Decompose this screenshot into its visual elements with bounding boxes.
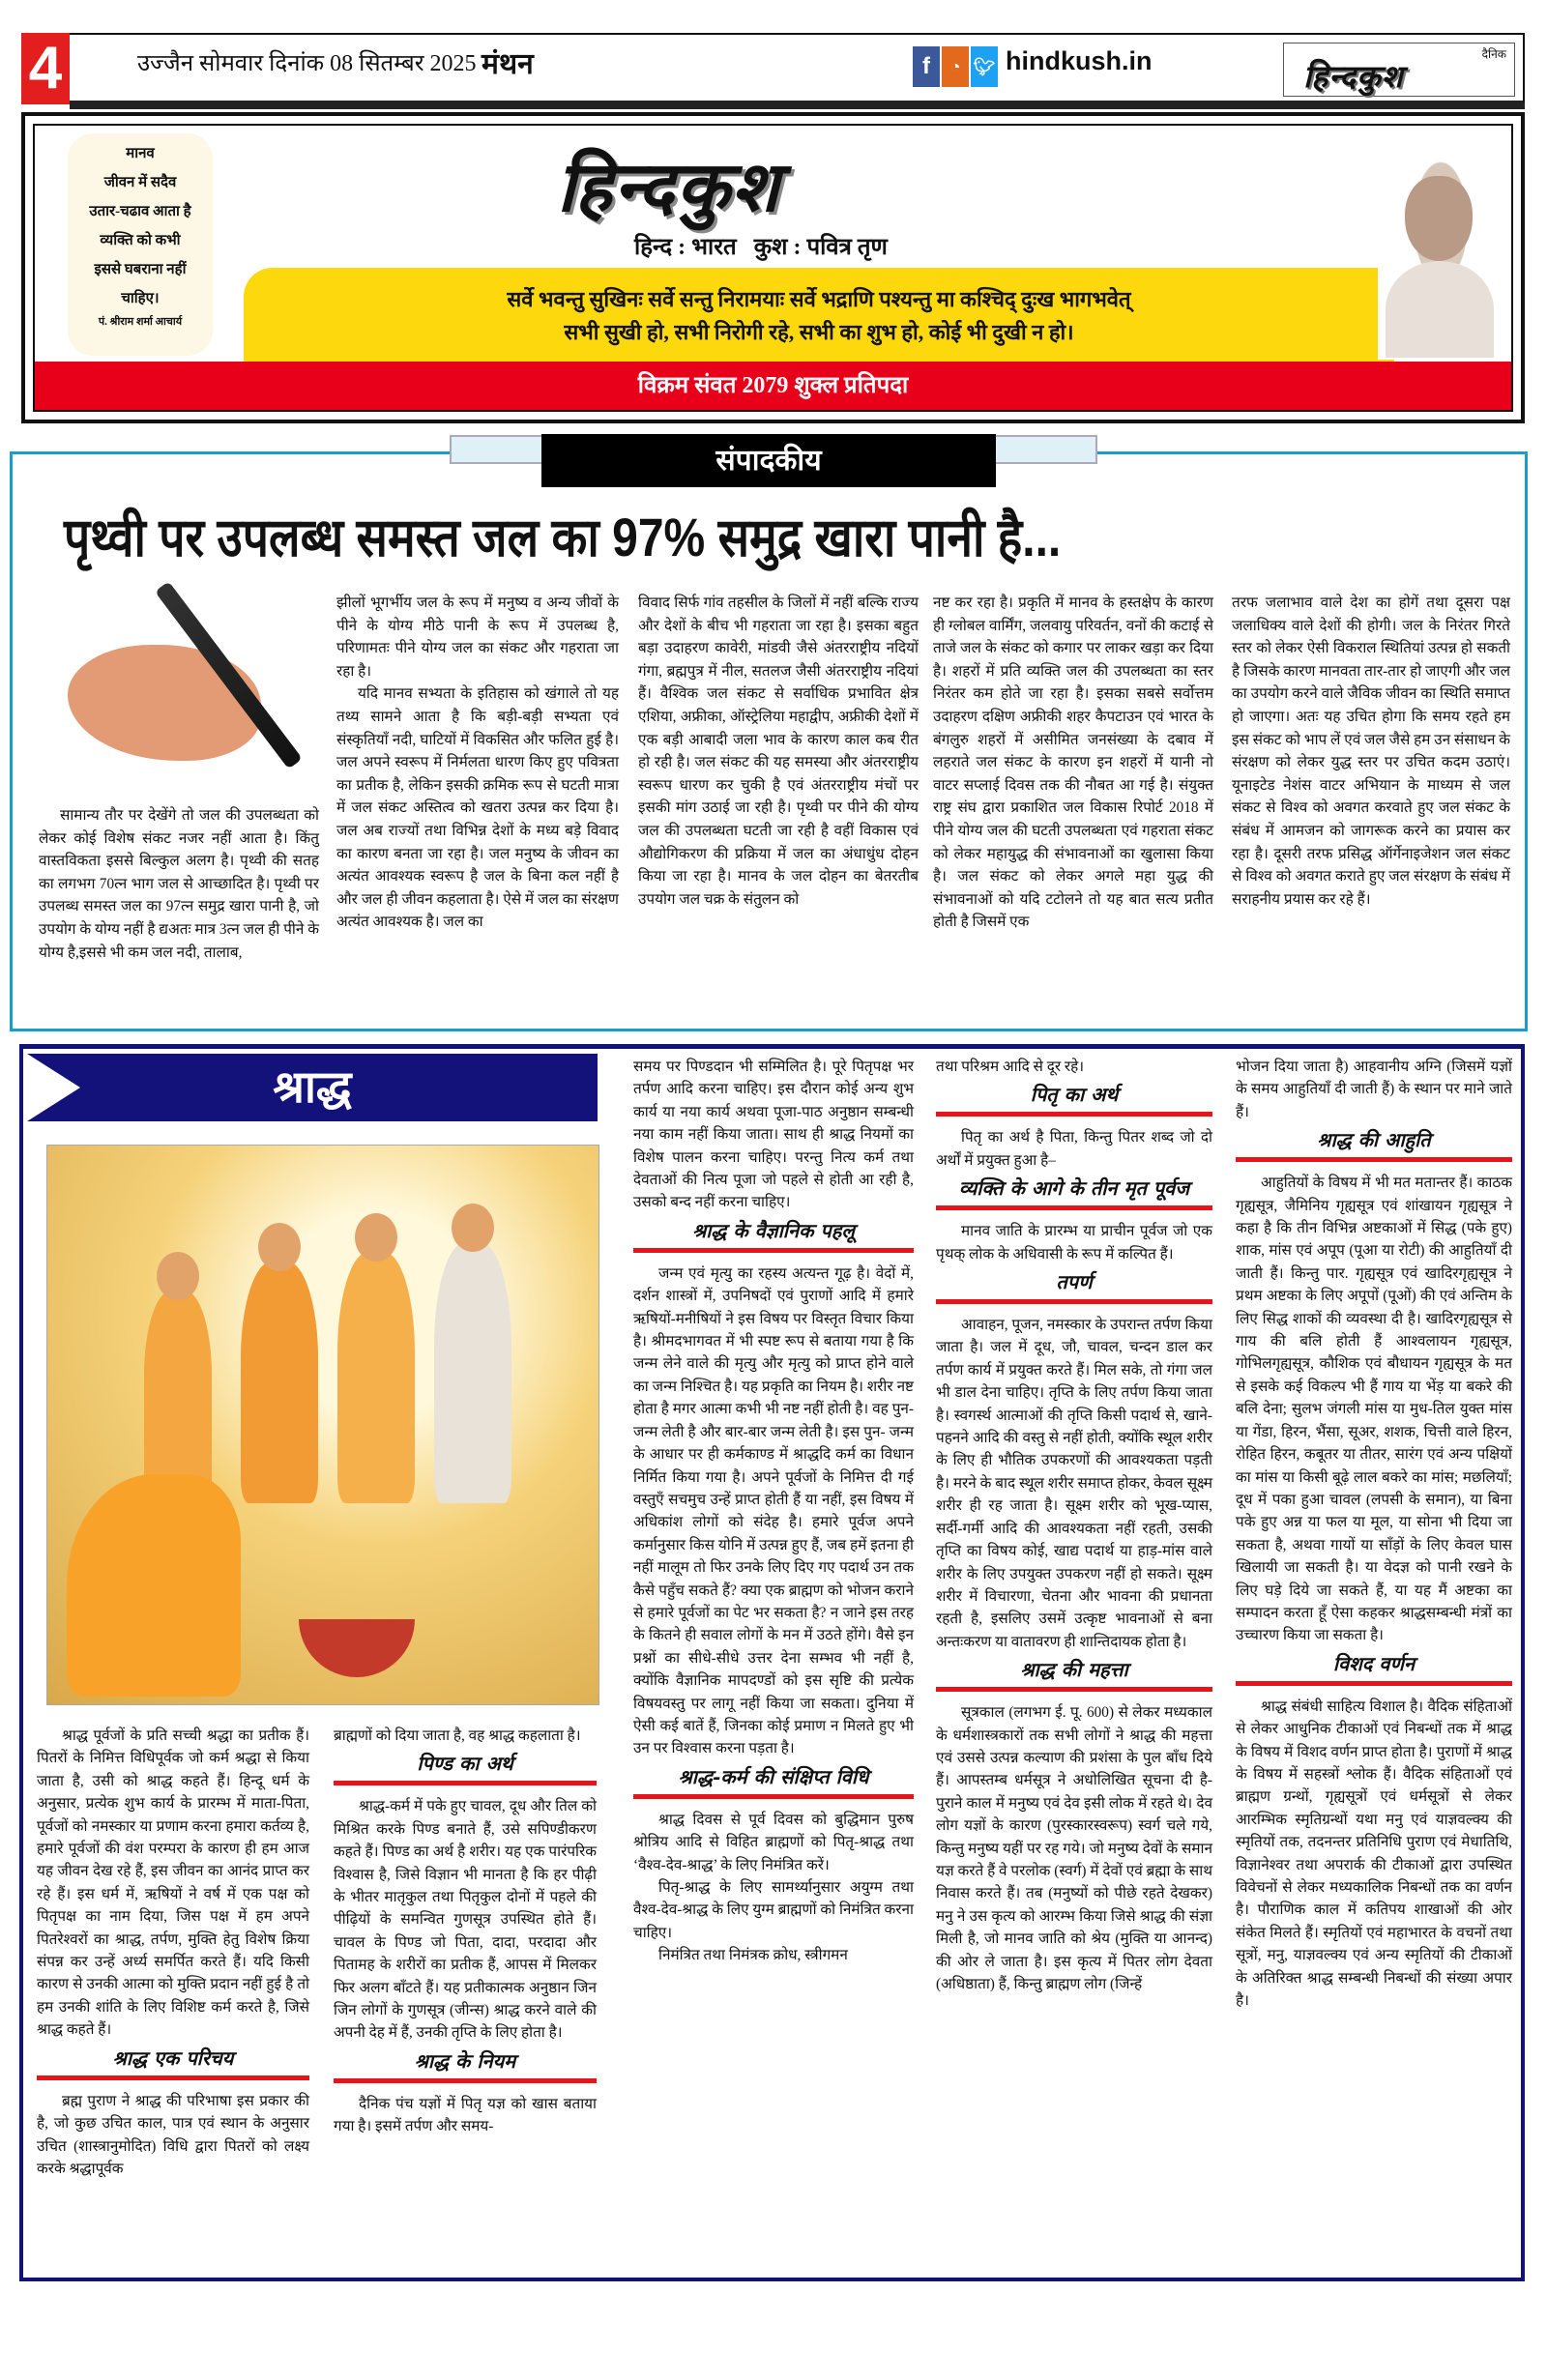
shraddh-paragraph: मानव जाति के प्रारम्भ या प्राचीन पूर्वज जो एक पृथक् लोक के अधिवासी के रूप में कल्पित हैं। <box>936 1223 1212 1263</box>
subhead-mahatta: श्राद्ध की महत्ता <box>1020 1658 1128 1682</box>
editorial-paragraph: विवाद सिर्फ गांव तहसील के जिलों में नहीं बल्कि राज्य और देशों के बीच भी गहराता जा रहा है। इसका बहुत बड़ा उदाहरण कावेरी, मांडवी जैसे अंतरराष्ट्रीय नदियों गंगा, ब्रह्मपुत्र में नील, सतलज जैसी अंतरराष्ट्रीय नदियां हैं। वैश्विक जल संकट से सर्वाधिक प्रभावित क्षेत्र एशिया, अफ्रीका, ऑस्ट्रेलिया महाद्वीप, अफ्रीकी देशों में एक बड़ी आबादी जला भाव के कारण काल कब रीत हो रही है। जल संकट की यह समस्या और अंतरराष्ट्रीय स्वरूप धारण कर चुकी है एवं अंतरराष्ट्रीय मंचों पर इसकी मांग उठाई जा रही है। पृथ्वी पर पीने की योग्य जल की उपलब्धता घटती जा रही है वहीं विकास एवं औद्योगिकरण की प्रक्रिया में जल का अंधाधुंध दोहन किया जा रहा है। मानव के जल दोहन का बेतरतीब उपयोग जल चक्र के संतुलन को <box>638 595 919 908</box>
shraddh-paragraph: श्राद्ध दिवस से पूर्व दिवस को बुद्धिमान पुरुष श्रोत्रिय आदि से विहित ब्राह्मणों को पितृ-श्राद्ध तथा ‘वैश्व-देव-श्राद्ध’ के लिए निमंत्रित करें। <box>633 1811 914 1873</box>
shraddh-paragraph: ब्राह्मणों को दिया जाता है, वह श्राद्ध कहलाता है। <box>334 1727 581 1744</box>
shraddh-paragraph: ब्रह्म पुराण ने श्राद्ध की परिभाषा इस प्रकार की है, जो कुछ उचित काल, पात्र एवं स्थान के अनुसार उचित (शास्त्रानुमोदित) विधि द्वारा पितरों को लक्ष्य करके श्रद्धापूर्वक <box>37 2092 309 2177</box>
editorial-col-2 <box>336 592 619 934</box>
section-name: मंथन <box>482 48 534 80</box>
editorial-columns <box>39 592 1520 1027</box>
subhead-vishad: विशद वर्णन <box>1332 1651 1416 1675</box>
subhead-parichay: श्राद्ध एक परिचय <box>112 2046 234 2070</box>
subhead-vidhi: श्राद्ध-कर्म की संक्षिप्त विधि <box>678 1764 869 1788</box>
figure-ancestor-3 <box>337 1252 415 1503</box>
founder-photo <box>1378 137 1503 360</box>
offering-bowl <box>299 1619 415 1677</box>
shraddh-paragraph: श्राद्ध पूर्वजों के प्रति सच्ची श्रद्धा का प्रतीक हैं। पितरों के निमित्त विधिपूर्वक जो कर्म श्रद्धा से किया जाता है, उसी को श्राद्ध कहते हैं। हिन्दू धर्म के अनुसार, प्रत्येक शुभ कार्य के प्रारम्भ में माता-पिता, पूर्वजों को नमस्कार या प्रणाम करना हमारा कर्तव्य है, हमारे पूर्वजों की वंश परम्परा के कारण ही हम आज यह जीवन देख रहे हैं, इस जीवन का आनंद प्राप्त कर रहे हैं। इस धर्म में, ऋषियों ने वर्ष में एक पक्ष को पितृपक्ष का नाम दिया, जिस पक्ष में हम अपने पितरेश्वरों का श्राद्ध, तर्पण, मुक्ति हेतु विशेष क्रिया संपन्न कर उन्हें अर्ध्य समर्पित करते हैं। यदि किसी कारण से उनकी आत्मा को मुक्ति प्रदान नहीं हुई है तो हम उनकी शांति के लिए विशिष्ट कर्म करते है, जिसे श्राद्ध कहते हैं। <box>37 1727 309 2039</box>
editorial-col-1 <box>39 592 319 964</box>
shraddh-paragraph: निमंत्रित तथा निमंत्रक क्रोध, स्त्रीगमन <box>658 1947 848 1964</box>
shraddh-paragraph: तथा परिश्रम आदि से दूर रहे। <box>936 1059 1085 1075</box>
figure-ancestor-1 <box>144 1291 212 1503</box>
logo-small-name: हिन्दकुश <box>1303 58 1404 95</box>
red-rule <box>334 1781 597 1785</box>
photo-body <box>1386 261 1494 358</box>
shraddh-paragraph: भोजन दिया जाता है) आहवानीय अग्नि (जिसमें यज्ञों के समय आहुतियाँ दी जाती हैं) के स्थान पर माने जाते हैं। <box>1236 1059 1512 1120</box>
figure-head <box>157 1252 199 1300</box>
quote-line: व्यक्ति को कभी <box>100 233 181 248</box>
masthead-tagline: हिन्द : भारत कुश : पवित्र तृण <box>634 235 888 260</box>
figure-ancestor-2 <box>241 1262 318 1503</box>
subhead-pitr: पितृ का अर्थ <box>1030 1083 1119 1107</box>
shraddh-illustration <box>46 1145 599 1705</box>
red-rule <box>1236 1681 1512 1686</box>
red-rule <box>936 1687 1212 1692</box>
shraddh-col-4 <box>936 1056 1212 1995</box>
facebook-icon[interactable]: f <box>913 46 940 87</box>
logo-small <box>1283 43 1515 97</box>
samvat-bar: विक्रम संवत 2079 शुक्ल प्रतिपदा <box>35 362 1511 410</box>
shraddh-paragraph: आवाहन, पूजन, नमस्कार के उपरान्त तर्पण किया जाता है। जल में दूध, जौ, चावल, चन्दन डाल कर तर्पण कार्य में प्रयुक्त करते हैं। मिल सके, तो गंगा जल भी डाल देना चाहिए। तृप्ति के लिए तर्पण किया जाता है। स्वगर्स्थ आत्माओं की तृप्ति किसी पदार्थ से, खाने-पहनने आदि की वस्तु से नहीं होती, क्योंकि स्थूल शरीर के लिए ही भौतिक उपकरणों की आवश्यकता पड़ती है। मरने के बाद स्थूल शरीर समाप्त होकर, केवल सूक्ष्म शरीर ही रह जाता है। सूक्ष्म शरीर को भूख-प्यास, सर्दी-गर्मी आदि की आवश्यकता नहीं रहती, उसकी तृप्ति का विषय कोई, खाद्य पदार्थ या हाड़-मांस वाले शरीर के लिए उपयुक्त उपकरण नहीं हो सकते। सूक्ष्म शरीर में विचारणा, चेतना और भावना की प्रधानता रहती है, इसलिए उसमें उत्कृष्ट भावनाओं से बना अन्तःकरण या वातावरण ही शान्तिदायक होता है। <box>936 1317 1212 1650</box>
shraddh-paragraph: आहुतियों के विषय में भी मत मतान्तर हैं। काठक गृह्यसूत्र, जैमिनिय गृह्यसूत्र एवं शांखायन गृह्यसूत्र ने कहा है कि तीन विभिन्न अष्टकाओं में सिद्ध (पके हुए) शाक, मांस एवं अपूप (पूआ या रोटी) की आहुतियाँ दी जाती हैं। किन्तु पार. गृह्यसूत्र एवं खादिरगृह्यसूत्र ने प्रथम अष्टका के लिए अपूपों (पूओं) की एवं अन्तिम के लिए सिद्ध शाकों की व्यवस्था दी है। खादिरगृह्यसूत्र से गाय की बलि होती हैं आश्वलायन गृह्यसूत्र, गोभिलगृह्यसूत्र, कौशिक एवं बौधायन गृह्यसूत्र के मत से इसके कई विकल्प भी हैं गाय या भेंड़ या बकरे की बलि देना; सुलभ जंगली मांस या मुध-तिल युक्त मांस या गेंडा, हिरन, भैंसा, सूअर, शशक, चित्ती वाले हिरन, रोहित हिरन, कबूतर या तीतर, सारंग एवं अन्य पक्षियों का मांस या किसी बूढ़े लाल बकरे का मांस; मछलियाँ; दूध में पका हुआ चावल (लपसी के समान), या बिना पके हुए अन्न या फल या मूल, या सोना भी दिया जा सकता है, अथवा गायों या साँड़ों के लिए केवल घास खिलायी जा सकती है। या वेदज्ञ को पानी रखने के लिए घड़े दिये जा सकते हैं, या यह मैं अष्टका का सम्पादन करता हूँ ऐसा कहकर श्राद्धसम्बन्धी मंत्रों का उच्चारण किया जा सकता है। <box>1236 1175 1512 1644</box>
pen-hand-illustration <box>48 592 309 746</box>
shraddh-paragraph: जन्म एवं मृत्यु का रहस्य अत्यन्त गूढ़ है। वेदों में, दर्शन शास्त्रों में, उपनिषदों एवं पुराणों आदि में हमारे ऋषियों-मनीषियों ने इस विषय पर विस्तृत विचार किया है। श्रीमदभागवत में भी स्पष्ट रूप से बताया गया है कि जन्म लेने वाले की मृत्यु और मृत्यु को प्राप्त होने वाले का जन्म निश्चित है। यह प्रकृति का नियम है। शरीर नष्ट होता है मगर आत्मा कभी भी नष्ट नहीं होती है। वह पुन- जन्म लेती है और बार-बार जन्म लेती है। इस पुन- जन्म के आधार पर ही कर्मकाण्ड में श्राद्धदि कर्म का विधान निर्मित किया गया है। अपने पूर्वजों के निमित्त दी गई वस्तुएँ सचमुच उन्हें प्राप्त होती हैं या नहीं, इस विषय में अधिकांश लोगों को संदेह है। हमारे पूर्वज अपने कर्मानुसार किस योनि में उत्पन्न हुए हैं, जब हमें इतना ही नहीं मालूम तो फिर उनके लिए दिए गए पदार्थ उन तक कैसे पहुँच सकते हैं? क्या एक ब्राह्मण को भोजन कराने से हमारे पूर्वजों का पेट भर सकता है? न जाने इस तरह के कितने ही सवाल लोगों के मन में उठते होंगे। वैसे इन प्रश्नों का सीधे-सीधे उत्तर देना सम्भव भी नहीं है, क्योंकि वैज्ञानिक मापदण्डों को इस सृष्टि की प्रत्येक विषयवस्तु पर लागू नहीं किया जा सकता। दुनिया में ऐसी कई बातें हैं, जिनका कोई प्रमाण न मिलते हुए भी उन पर विश्वास करना पड़ता है। <box>633 1264 914 1757</box>
shraddh-paragraph: श्राद्ध संबंधी साहित्य विशाल है। वैदिक संहिताओं से लेकर आधुनिक टीकाओं एवं निबन्धों तक में श्राद्ध के विषय में विशद वर्णन प्राप्त होता है। पुराणों में श्राद्ध के विषय में सहस्त्रों श्लोक हैं। वैदिक संहिताओं एवं ब्राह्मण ग्रन्थों, गृह्यसूत्रों एवं धर्मसूत्रों से लेकर आरम्भिक स्मृतिग्रन्थों यथा मनु एवं याज्ञवल्क्य की स्मृतियों तक, तदनन्तर प्रतिनिधि पुराण एवं मेधातिथि, विज्ञानेश्वर तथा अपरार्क की टीकाओं द्वारा उपस्थित विवेचनों से लेकर मध्यकालिक निबन्धों तक का वर्णन है। पौराणिक काल में कतिपय शाखाओं की ओर संकेत मिलते हैं। स्मृतियों एवं महाभारत के वचनों तथा सूत्रों, मनु, याज्ञवल्क्य एवं अन्य स्मृतियों की टीकाओं के अतिरिक्त श्राद्ध सम्बन्धी निबन्धों की संख्या अपार है। <box>1236 1698 1512 2010</box>
figure-head <box>258 1223 301 1271</box>
shraddh-title: श्राद्ध <box>273 1062 352 1112</box>
red-rule <box>633 1248 914 1253</box>
logo-dainik: दैनिक <box>1481 47 1506 61</box>
mantra-sanskrit: सर्वे भवन्तु सुखिनः सर्वे सन्तु निरामयाः सर्वे भद्राणि पश्यन्तु मा कश्चिद् दुःख भागभवेत् <box>507 287 1131 311</box>
website-link[interactable]: hindkush.in <box>1006 46 1153 75</box>
red-rule <box>334 2078 597 2083</box>
figure-devotee <box>67 1474 241 1697</box>
header-edge <box>1523 33 1525 102</box>
shraddh-col-5 <box>1236 1056 1512 2012</box>
shraddh-col-2 <box>334 1725 597 2138</box>
header-rule <box>70 101 1525 109</box>
red-rule <box>37 2075 309 2080</box>
twitter-icon[interactable]: 🐦︎ <box>971 46 998 87</box>
subhead-tarpan: तपर्ण <box>1056 1270 1093 1294</box>
shraddh-paragraph: पितृ का अर्थ है पिता, किन्तु पितर शब्द जो दो अर्थों में प्रयुक्त हुआ है– <box>936 1129 1212 1169</box>
social-icons <box>913 46 998 87</box>
subhead-teen-purvaj: व्यक्ति के आगे के तीन मृत पूर्वज <box>958 1176 1190 1201</box>
subhead-pind: पिण्ड का अर्थ <box>417 1752 513 1776</box>
red-rule <box>936 1205 1212 1210</box>
rss-icon[interactable]: ◔ <box>942 46 969 87</box>
shraddh-paragraph: दैनिक पंच यज्ञों में पितृ यज्ञ को खास बताया गया है। इसमें तर्पण और समय- <box>334 2095 597 2135</box>
shraddh-paragraph: पितृ-श्राद्ध के लिए सामर्थ्यानुसार अयुग्म तथा वैश्व-देव-श्राद्ध के लिए युग्म ब्राह्मणों को निमंत्रित करना चाहिए। <box>633 1879 914 1941</box>
mantra-banner <box>244 268 1394 366</box>
quote-line: उतार-चढाव आता है <box>89 204 191 219</box>
masthead-frame <box>33 124 1513 412</box>
red-rule <box>936 1299 1212 1304</box>
editorial-tab: संपादकीय <box>541 434 996 487</box>
shraddh-paragraph: समय पर पिण्डदान भी सम्मिलित है। पूरे पितृपक्ष भर तर्पण आदि करना चाहिए। इस दौरान कोई अन्य शुभ कार्य या नया कार्य अथवा पूजा-पाठ अनुष्ठान सम्बन्धी नया काम नहीं किया जाता। साथ ही श्राद्ध नियमों का विशेष पालन करना चाहिए। परन्तु नित्य कर्म तथा देवताओं की नित्य पूजा जो पहले से होती आ रही है, उसको बन्द नहीं करना चाहिए। <box>633 1059 914 1211</box>
editorial-paragraph: यदि मानव सभ्यता के इतिहास को खंगाले तो यह तथ्य सामने आता है कि बड़ी-बड़ी सभ्यता एवं संस्कृतियाँ नदी, घाटियों में विकसित और फलित हुई है। जल अपने स्वरूप में निर्मलता धारण किए हुए पवित्रता का प्रतीक है, लेकिन इसकी क्रमिक रूप से घटती मात्रा में जल संकट अस्तित्व को खतरा उत्पन्न कर दिया है। जल अब राज्यों तथा विभिन्न देशों के मध्य बड़े विवाद का कारण बनता जा रहा है। जल मनुष्य के जीवन का अत्यंत आवश्यक स्वरूप है जल के बिना कल नहीं है और जल ही जीवन कहलाता है। ऐसे में जल का संरक्षण अत्यंत आवश्यक है। जल का <box>336 685 619 931</box>
quote-line: जीवन में सदैव <box>103 175 177 190</box>
subhead-niyam: श्राद्ध के नियम <box>414 2048 516 2073</box>
figure-head <box>452 1204 494 1252</box>
figure-ancestor-4 <box>434 1242 511 1503</box>
quote-box <box>68 133 213 356</box>
quote-line: चाहिए। <box>121 291 160 306</box>
hand-shape <box>68 645 261 761</box>
page-header <box>21 33 1525 110</box>
photo-head <box>1405 176 1473 261</box>
editorial-col-5 <box>1232 592 1510 911</box>
shraddh-paragraph: श्राद्ध-कर्म में पके हुए चावल, दूध और तिल को मिश्रित करके पिण्ड बनाते हैं, उसे सपिण्डीकरण कहते हैं। पिण्ड का अर्थ है शरीर। यह एक पारंपरिक विश्वास है, जिसे विज्ञान भी मानता है कि हर पीढ़ी के भीतर मातृकुल तथा पितृकुल दोनों में पहले की पीढ़ियों के समन्वित गुणसूत्र उपस्थित होते हैं। चावल के पिण्ड जो पिता, दादा, परदादा और पितामह के शरीरों का प्रतीक हैं, आपस में मिलकर फिर अलग बाँटते हैं। यह प्रतीकात्मक अनुष्ठान जिन जिन लोगों के गुणसूत्र (जीन्स) श्राद्ध करने वाले की अपनी देह में हैं, उनकी तृप्ति के लिए होता है। <box>334 1798 597 2042</box>
editorial-paragraph: तरफ जलाभाव वाले देश का होगें तथा दूसरा पक्ष जलाधिक्य वाले देशों की होगी। जल के निरंतर गिरते स्तर को लेकर ऐसी विकराल स्थितियां उत्पन्न हो सकती है जिसके कारण मानवता तार-तार हो जाएगी और जल का उपयोग करने वाले जैविक जीवन का स्थिति समाप्त हो जाएगा। अतः यह उचित होगा कि समय रहते हम इस संकट को भाप लें एवं जल जैसे हम उन संसाधन के संरक्षण को लेकर युद्ध स्तर पर उचित कदम उठाएं। यूनाइटेड नेशंस वाटर अभियान के माध्यम से जल संकट से विश्व को अवगत करवाते हुए जल संकट के संबंध में आमजन को जागरूक करने का प्रयास कर रहा है। दूसरी तरफ प्रसिद्ध ऑर्गेनाइजेशन जल संकट से विश्व को अवगत कराते हुए जल संरक्षण के संबंध में सराहनीय प्रयास कर रहे हैं। <box>1232 595 1511 908</box>
subhead-ahuti: श्राद्ध की आहुति <box>1317 1128 1431 1152</box>
shraddh-col-1 <box>37 1725 309 2180</box>
editorial-col-4 <box>933 592 1213 934</box>
editorial-paragraph: सामान्य तौर पर देखेंगे तो जल की उपलब्धता को लेकर कोई विशेष संकट नजर नहीं आता है। किंतु वास्तविकता इससे बिल्कुल अलग है। पृथ्वी की सतह का लगभग 70त्न भाग जल से आच्छादित है। पृथ्वी पर उपलब्ध समस्त जल का 97त्न समुद्र खारा पानी है, जो उपयोग के योग्य नहीं है द्यअतः मात्र 3त्न जल ही पीने के योग्य है,इससे भी कम जल नदी, तालाब, <box>39 807 319 961</box>
subhead-vaigyanik: श्राद्ध के वैज्ञानिक पहलू <box>692 1218 855 1242</box>
mantra-hindi: सभी सुखी हो, सभी निरोगी रहे, सभी का शुभ हो, कोई भी दुखी न हो। <box>564 320 1074 344</box>
editorial-paragraph: नष्ट कर रहा है। प्रकृति में मानव के हस्तक्षेप के कारण ही ग्लोबल वार्मिंग, जलवायु परिवर्तन, वनों की कटाई से ताजे जल के संकट को कगार पर लाकर खड़ा कर दिया है। शहरों में प्रति व्यक्ति जल की उपलब्धता का स्तर निरंतर कम होते जा रहा है। इसका सबसे सर्वोत्तम उदाहरण दक्षिण अफ्रीकी शहर कैपटाउन एवं भारत के बंगलुरु शहरों में असीमित जनसंख्या के दबाव में लहराते जल संकट के कारण इन शहरों में यानी नो वाटर सप्लाई दिवस तक की नौबत आ गई है। संयुक्त राष्ट्र संघ द्वारा प्रकाशित जल विकास रिपोर्ट 2018 में पीने योग्य जल की घटती उपलब्धता एवं गहराता संकट को लेकर महायुद्ध की संभावनाओं का खुलासा किया है। जल संकट को लेकर अगले महा युद्ध की संभावनाओं को यदि टटोलने तो यह बात सत्य प्रतीत होती है जिसमें एक <box>933 595 1213 931</box>
quote-line: इससे घबराना नहीं <box>94 262 187 277</box>
shraddh-header <box>27 1054 598 1121</box>
figure-head <box>355 1213 397 1262</box>
editorial-col-3 <box>638 592 919 911</box>
editorial-headline: पृथ्वी पर उपलब्ध समस्त जल का 97% समुद्र खारा पानी है... <box>64 508 1062 568</box>
masthead <box>21 112 1525 423</box>
dateline: उज्जैन सोमवार दिनांक 08 सितम्बर 2025 <box>137 51 477 76</box>
editorial-paragraph: झीलों भूगर्भीय जल के रूप में मनुष्य व अन्य जीवों के पीने के योग्य मीठे पानी के रूप में उपलब्ध है, परिणामतः पीने योग्य जल का संकट और गहराता जा रहा है। <box>336 595 619 680</box>
page-number: 4 <box>21 33 70 104</box>
red-rule <box>936 1112 1212 1117</box>
quote-line: मानव <box>126 146 155 161</box>
shraddh-col-3 <box>633 1056 914 1967</box>
quote-author: पं. श्रीराम शर्मा आचार्य <box>98 316 183 328</box>
red-rule <box>633 1794 914 1799</box>
shraddh-paragraph: सूत्रकाल (लगभग ई. पू. 600) से लेकर मध्यकाल के धर्मशास्त्रकारों तक सभी लोगों ने श्राद्ध की महत्ता एवं उससे उत्पन्न कल्याण की प्रशंसा के पुल बाँध दिये हैं। आपस्तम्ब धर्मसूत्र ने अधोलिखित सूचना दी है- पुराने काल में मनुष्य एवं देव इसी लोक में रहते थे। देव लोग यज्ञों के कारण (पुरस्कारस्वरूप) स्वर्ग चले गये, किन्तु मनुष्य यहीं पर रह गये। जो मनुष्य देवों के समान यज्ञ करते हैं वे परलोक (स्वर्ग) में देवों एवं ब्रह्मा के साथ निवास करते हैं। तब (मनुष्यों को पीछे रहते देखकर) मनु ने उस कृत्य को आरम्भ किया जिसे श्राद्ध की संज्ञा मिली है, जो मानव जाति को श्रेय (मुक्ति या आनन्द) की ओर ले जाता है। इस कृत्य में पितर लोग देवता (अधिष्ठाता) हैं, किन्तु ब्राह्मण लोग (जिन्हें <box>936 1704 1212 1992</box>
masthead-logo: हिन्दकुश <box>557 145 781 227</box>
red-rule <box>1236 1157 1512 1162</box>
